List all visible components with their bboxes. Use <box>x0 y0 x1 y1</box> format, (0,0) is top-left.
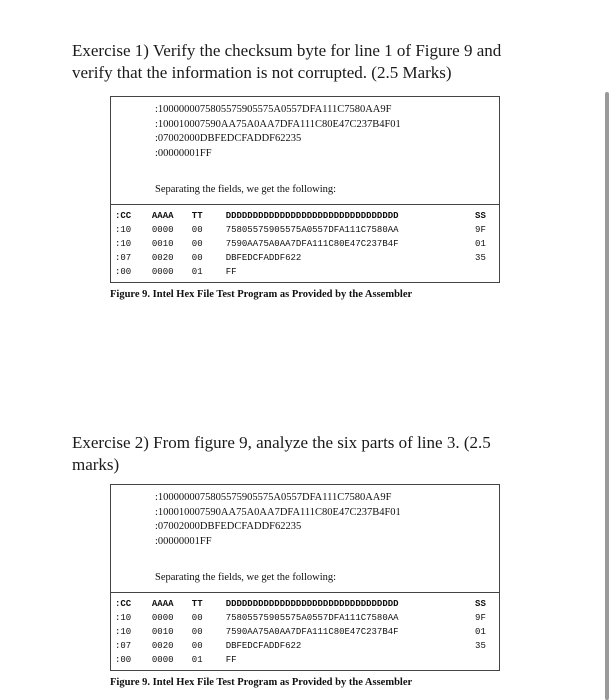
vertical-scrollbar[interactable] <box>605 92 609 700</box>
fields-row <box>111 625 499 639</box>
row-data: FF <box>225 654 237 665</box>
header-tt: TT <box>191 598 203 609</box>
hex-file-box <box>110 96 500 205</box>
fields-row <box>111 653 499 667</box>
header-aaaa: AAAA <box>151 598 174 609</box>
row-cc: :00 <box>115 654 132 665</box>
fields-row <box>111 237 499 251</box>
row-tt: 00 <box>191 238 203 249</box>
row-tt: 00 <box>191 612 203 623</box>
row-ss: 9F <box>475 224 486 235</box>
header-tt: TT <box>191 210 203 221</box>
separating-text: Separating the fields, we get the following: <box>155 572 337 583</box>
hex-line: :07002000DBFEDCFADDF62235 <box>155 133 302 144</box>
row-ss <box>475 265 499 279</box>
figure-caption: Figure 9. Intel Hex File Test Program as Provided by the Assembler <box>110 676 413 688</box>
row-ss: 01 <box>475 626 486 637</box>
fields-row <box>111 223 499 237</box>
header-aaaa: AAAA <box>151 210 174 221</box>
row-cc: :10 <box>115 238 132 249</box>
row-data: FF <box>225 266 237 277</box>
row-cc: :10 <box>115 224 132 235</box>
header-data: DDDDDDDDDDDDDDDDDDDDDDDDDDDDDDDD <box>225 210 399 221</box>
row-tt: 00 <box>191 640 203 651</box>
row-ss: 01 <box>475 238 486 249</box>
row-aaaa: 0000 <box>151 266 174 277</box>
header-cc: :CC <box>115 598 132 609</box>
row-ss: 35 <box>475 252 486 263</box>
row-ss: 35 <box>475 640 486 651</box>
exercise-1-question: Exercise 1) Verify the checksum byte for line 1 of Figure 9 and verify that the information is not corrupted. (2.5 Marks) <box>72 41 502 82</box>
separating-text: Separating the fields, we get the following: <box>155 184 337 195</box>
row-data: 7590AA75A0AA7DFA111C80E47C237B4F <box>225 626 399 637</box>
row-cc: :10 <box>115 626 132 637</box>
header-data: DDDDDDDDDDDDDDDDDDDDDDDDDDDDDDDD <box>225 598 399 609</box>
hex-line: :100010007590AA75A0AA7DFA111C80E47C237B4F01 <box>155 118 401 130</box>
hex-line: :1000000075805575905575A0557DFA111C7580AA9F <box>155 104 392 115</box>
row-cc: :07 <box>115 640 132 651</box>
row-aaaa: 0010 <box>151 626 174 637</box>
row-tt: 01 <box>191 654 203 665</box>
fields-table <box>110 205 500 283</box>
fields-row <box>111 265 499 279</box>
fields-header <box>111 209 499 223</box>
row-tt: 00 <box>191 252 203 263</box>
row-cc: :10 <box>115 612 132 623</box>
header-ss: SS <box>475 210 486 221</box>
hex-line: :00000001FF <box>155 147 212 159</box>
row-tt: 01 <box>191 266 203 277</box>
fields-table <box>110 593 500 671</box>
row-data: DBFEDCFADDF622 <box>225 252 302 263</box>
row-data: 7590AA75A0AA7DFA111C80E47C237B4F <box>225 238 399 249</box>
row-aaaa: 0000 <box>151 224 174 235</box>
figure-caption: Figure 9. Intel Hex File Test Program as Provided by the Assembler <box>110 288 413 300</box>
row-data: 75805575905575A0557DFA111C7580AA <box>225 224 399 235</box>
row-ss <box>475 653 499 667</box>
fields-row <box>111 639 499 653</box>
fields-row <box>111 611 499 625</box>
row-ss: 9F <box>475 612 486 623</box>
row-cc: :00 <box>115 266 132 277</box>
fields-header <box>111 597 499 611</box>
row-tt: 00 <box>191 224 203 235</box>
row-tt: 00 <box>191 626 203 637</box>
figure-9-first <box>110 96 500 300</box>
hex-line: :07002000DBFEDCFADDF62235 <box>155 521 302 532</box>
row-data: 75805575905575A0557DFA111C7580AA <box>225 612 399 623</box>
row-cc: :07 <box>115 252 132 263</box>
hex-line: :00000001FF <box>155 535 212 547</box>
row-data: DBFEDCFADDF622 <box>225 640 302 651</box>
row-aaaa: 0020 <box>151 252 174 263</box>
figure-9-second <box>110 484 500 688</box>
fields-row <box>111 251 499 265</box>
row-aaaa: 0000 <box>151 654 174 665</box>
header-cc: :CC <box>115 210 132 221</box>
hex-file-box <box>110 484 500 593</box>
row-aaaa: 0020 <box>151 640 174 651</box>
exercise-2-question: Exercise 2) From figure 9, analyze the six parts of line 3. (2.5 marks) <box>72 433 491 474</box>
row-aaaa: 0000 <box>151 612 174 623</box>
hex-line: :100010007590AA75A0AA7DFA111C80E47C237B4F01 <box>155 506 401 518</box>
row-aaaa: 0010 <box>151 238 174 249</box>
hex-line: :1000000075805575905575A0557DFA111C7580AA9F <box>155 492 392 503</box>
header-ss: SS <box>475 598 486 609</box>
